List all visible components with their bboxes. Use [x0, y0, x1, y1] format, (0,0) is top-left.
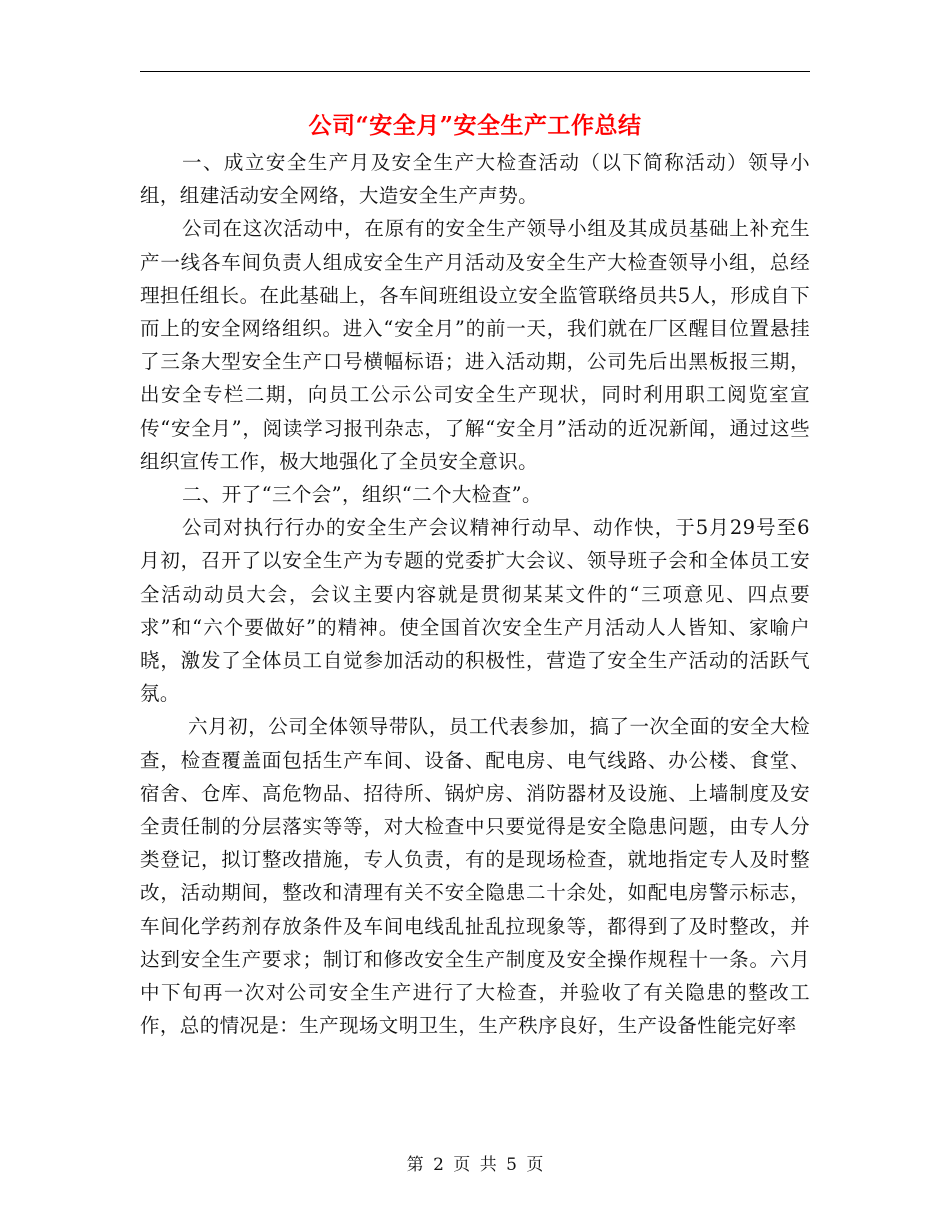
paragraph-organization: 公司在这次活动中，在原有的安全生产领导小组及其成员基础上补充生产一线各车间负责人组成安全生产月活动及安全生产大检查领导小组，总经理担任组长。在此基础上，各车间班组设立安全监管联络员共5人，形成自下而上的安全网络组织。进入“安全月”的前一天，我们就在厂区醒目位置悬挂了三条大型安全生产口号横幅标语；进入活动期，公司先后出黑板报三期，出安全专栏二期，向员工公示公司安全生产现状，同时利用职工阅览室宣传“安全月”，阅读学习报刊杂志，了解“安全月”活动的近况新闻，通过这些组织宣传工作，极大地强化了全员安全意识。: [140, 217, 810, 473]
paragraph-section-two-heading: 二、开了“三个会”，组织“二个大检查”。: [182, 483, 542, 507]
document-body: [140, 146, 810, 1042]
header-rule: [140, 71, 810, 72]
page-number: 第 2 页 共 5 页: [406, 1155, 544, 1175]
paragraph-section-one-heading: 一、成立安全生产月及安全生产大检查活动（以下简称活动）领导小组，组建活动安全网络，大造安全生产声势。: [140, 151, 810, 208]
document-title: 公司“安全月”安全生产工作总结: [308, 112, 642, 139]
paragraph-meetings: 公司对执行行办的安全生产会议精神行动早、动作快，于5月29号至6月初，召开了以安全生产为专题的党委扩大会议、领导班子会和全体员工安全活动动员大会，会议主要内容就是贯彻某某文件的“三项意见、四点要求”和“六个要做好”的精神。使全国首次安全生产月活动人人皆知、家喻户晓，激发了全体员工自觉参加活动的积极性，营造了安全生产活动的活跃气氛。: [140, 516, 810, 706]
paragraph-inspection: 六月初，公司全体领导带队，员工代表参加，搞了一次全面的安全大检查，检查覆盖面包括生产车间、设备、配电房、电气线路、办公楼、食堂、宿舍、仓库、高危物品、招待所、锅炉房、消防器材及设施、上墙制度及安全责任制的分层落实等等，对大检查中只要觉得是安全隐患问题，由专人分类登记，拟订整改措施，专人负责，有的是现场检查，就地指定专人及时整改，活动期间，整改和清理有关不安全隐患二十余处，如配电房警示标志，车间化学药剂存放条件及车间电线乱扯乱拉现象等，都得到了及时整改，并达到安全生产要求；制订和修改安全生产制度及安全操作规程十一条。六月中下旬再一次对公司安全生产进行了大检查，并验收了有关隐患的整改工作，总的情况是：生产现场文明卫生，生产秩序良好，生产设备性能完好率: [140, 715, 810, 1038]
